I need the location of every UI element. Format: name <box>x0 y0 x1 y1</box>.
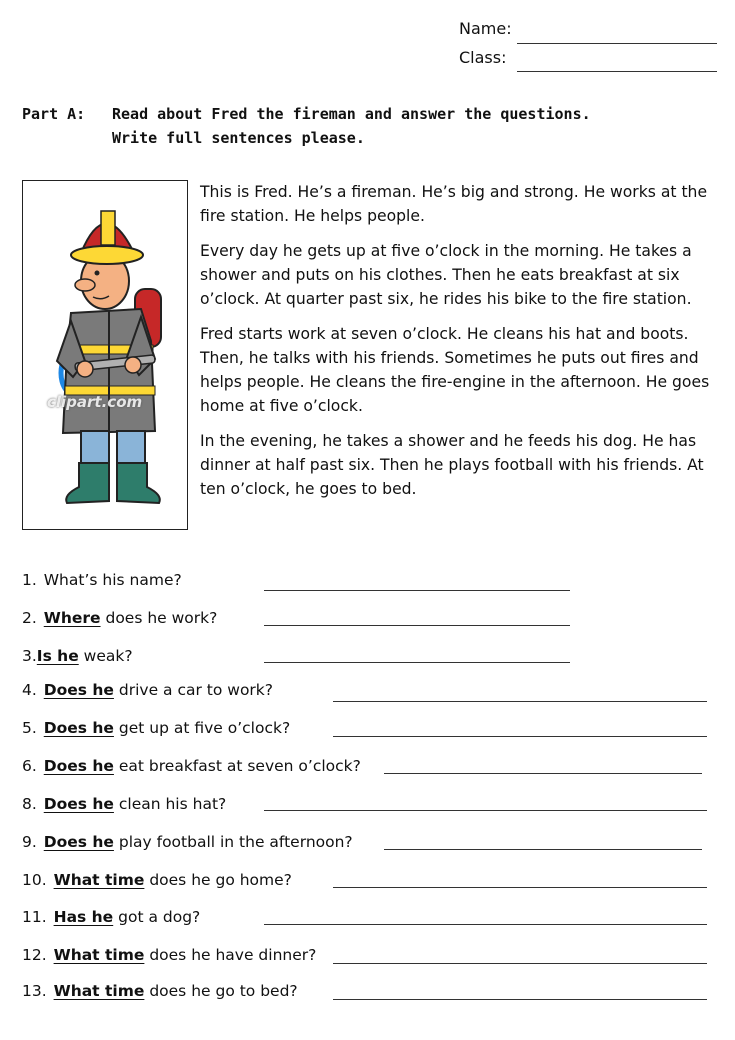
part-label: Part A: <box>22 105 86 123</box>
question-text: got a dog? <box>118 908 201 926</box>
question-keyword: Does he <box>43 757 114 775</box>
answer-line-5[interactable] <box>333 736 707 737</box>
answer-line-11[interactable] <box>264 924 707 925</box>
question-keyword: What time <box>53 982 145 1000</box>
question-keyword: Is he <box>36 647 79 665</box>
question-2 <box>22 609 217 627</box>
question-12 <box>22 946 316 964</box>
fireman-illustration <box>23 181 187 529</box>
answer-line-12[interactable] <box>333 963 707 964</box>
question-text: clean his hat? <box>118 795 227 813</box>
name-label: Name: <box>459 19 512 38</box>
question-text: weak? <box>83 647 133 665</box>
class-field[interactable] <box>517 71 717 72</box>
watermark: clipart.com <box>47 393 143 411</box>
answer-line-3[interactable] <box>264 662 570 663</box>
question-text: does he work? <box>105 609 218 627</box>
question-number: 6. <box>22 757 37 775</box>
name-field[interactable] <box>517 43 717 44</box>
question-text: get up at five o’clock? <box>118 719 291 737</box>
answer-line-1[interactable] <box>264 590 570 591</box>
answer-line-13[interactable] <box>333 999 707 1000</box>
question-keyword: Has he <box>53 908 114 926</box>
question-4 <box>22 681 273 699</box>
question-keyword: What time <box>53 946 145 964</box>
question-5 <box>22 719 290 737</box>
question-keyword: Does he <box>43 833 114 851</box>
answer-line-2[interactable] <box>264 625 570 626</box>
story-paragraph: In the evening, he takes a shower and he feeds his dog. He has dinner at half past six. Then he plays football with his friends. At ten o’clock, he goes to bed. <box>200 432 704 498</box>
answer-line-8[interactable] <box>264 810 707 811</box>
question-13 <box>22 982 298 1000</box>
question-number: 12. <box>22 946 47 964</box>
question-10 <box>22 871 292 889</box>
story-paragraph: This is Fred. He’s a fireman. He’s big and strong. He works at the fire station. He helps people. <box>200 183 708 225</box>
question-number: 3. <box>22 647 37 665</box>
class-label: Class: <box>459 48 507 67</box>
story-text <box>200 180 720 512</box>
question-number: 5. <box>22 719 37 737</box>
fireman-image-frame <box>22 180 188 530</box>
question-text: does he have dinner? <box>149 946 317 964</box>
answer-line-4[interactable] <box>333 701 707 702</box>
answer-line-9[interactable] <box>384 849 702 850</box>
question-1 <box>22 571 182 589</box>
story-paragraph: Fred starts work at seven o’clock. He cleans his hat and boots. Then, he talks with his friends. Sometimes he puts out fires and helps people. He cleans the fire-engine in the afternoon. He goes home at five o’clock. <box>200 325 710 415</box>
answer-line-10[interactable] <box>333 887 707 888</box>
story-paragraph: Every day he gets up at five o’clock in the morning. He takes a shower and puts on his clothes. Then he eats breakfast at six o’clock. At quarter past six, he rides his bike to the fire station. <box>200 242 692 308</box>
question-number: 10. <box>22 871 47 889</box>
question-text: drive a car to work? <box>118 681 273 699</box>
question-8 <box>22 795 226 813</box>
question-keyword: Where <box>43 609 101 627</box>
instruction-line-1: Read about Fred the fireman and answer the questions. <box>112 105 591 123</box>
question-number: 8. <box>22 795 37 813</box>
question-3 <box>22 647 133 665</box>
question-text: does he go home? <box>149 871 292 889</box>
question-text: eat breakfast at seven o’clock? <box>118 757 361 775</box>
question-number: 1. <box>22 571 37 589</box>
question-keyword: Does he <box>43 719 114 737</box>
question-number: 4. <box>22 681 37 699</box>
question-6 <box>22 757 361 775</box>
instruction-line-2: Write full sentences please. <box>112 129 365 147</box>
question-text: play football in the afternoon? <box>118 833 353 851</box>
question-number: 9. <box>22 833 37 851</box>
question-keyword: Does he <box>43 795 114 813</box>
question-11 <box>22 908 200 926</box>
question-text: What’s his name? <box>43 571 182 589</box>
answer-line-6[interactable] <box>384 773 702 774</box>
question-number: 11. <box>22 908 47 926</box>
question-number: 13. <box>22 982 47 1000</box>
question-text: does he go to bed? <box>149 982 298 1000</box>
question-number: 2. <box>22 609 37 627</box>
question-9 <box>22 833 353 851</box>
question-keyword: Does he <box>43 681 114 699</box>
question-keyword: What time <box>53 871 145 889</box>
